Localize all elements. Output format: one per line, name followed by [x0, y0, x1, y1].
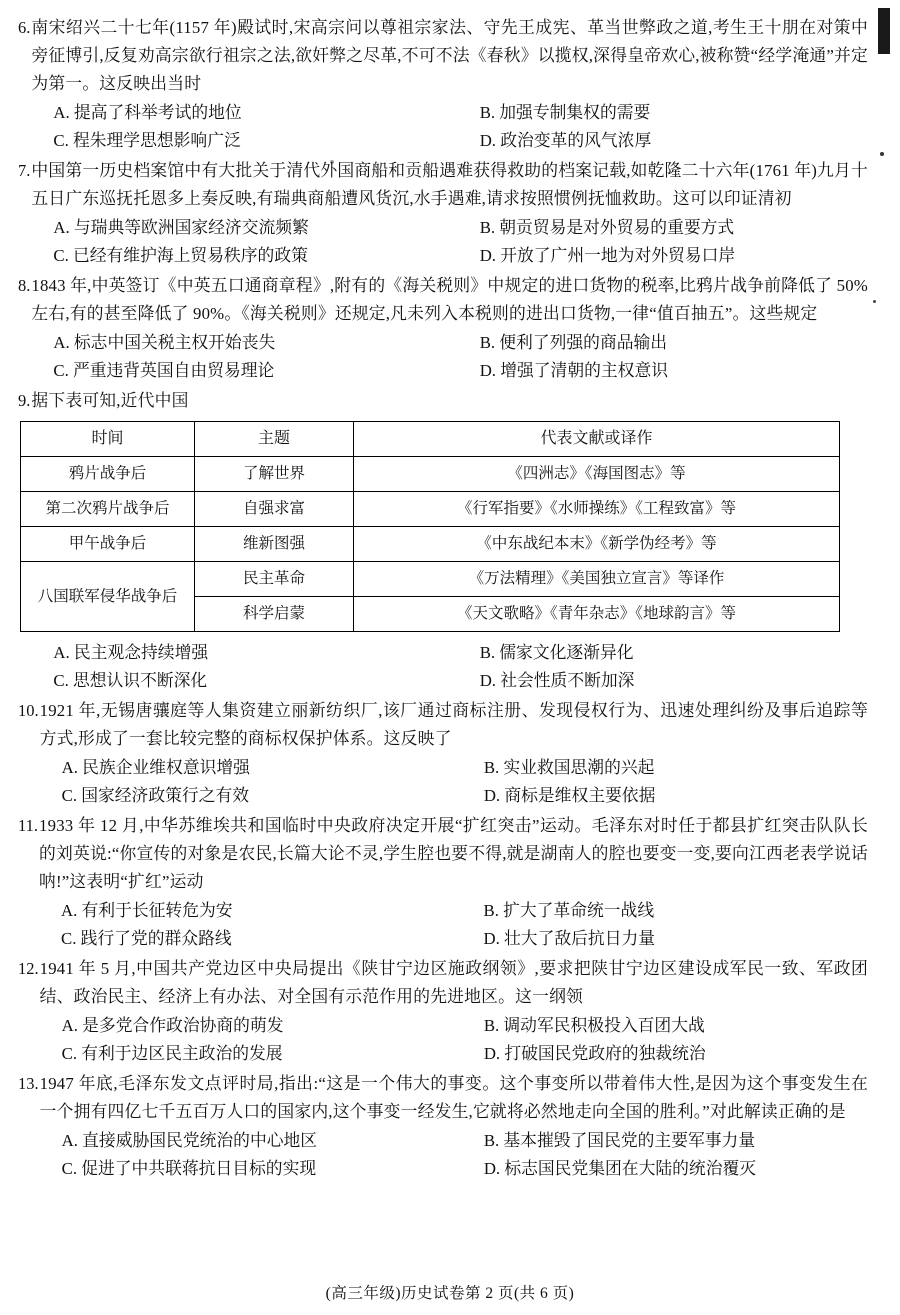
cell-topic: 了解世界 [195, 457, 354, 492]
cell-doc: 《四洲志》《海国图志》等 [354, 457, 840, 492]
question-number: 10. [18, 701, 39, 720]
table-row [21, 527, 840, 562]
option-a[interactable]: A. 提高了科举考试的地位 [53, 103, 242, 122]
option-c[interactable]: C. 践行了党的群众路线 [61, 929, 232, 948]
cell-time: 甲午战争后 [21, 527, 195, 562]
option-d[interactable]: D. 增强了清朝的主权意识 [479, 361, 669, 380]
option-b[interactable]: B. 儒家文化逐渐异化 [479, 643, 634, 662]
question-9 [18, 387, 868, 415]
question-stem: 中国第一历史档案馆中有大批关于清代外国商船和贡船遇难获得救助的档案记载,如乾隆二十六年(1761 年)九月十五日广东巡抚托恩多上奏反映,有瑞典商船遭风货沉,水手遇难,请求按照惯例抚恤救助。这可以印证清初 [31, 161, 868, 208]
cell-doc: 《天文歌略》《青年杂志》《地球韵言》等 [354, 597, 840, 632]
table-row [21, 492, 840, 527]
page-edge-marker [878, 8, 890, 54]
question-number: 6. [18, 18, 31, 37]
option-c[interactable]: C. 严重违背英国自由贸易理论 [53, 361, 275, 380]
question-stem: 1843 年,中英签订《中英五口通商章程》,附有的《海关税则》中规定的进口货物的税率,比鸦片战争前降低了 50%左右,有的甚至降低了 90%。《海关税则》还规定,凡未列入本税则的进出口货物,一律“值百抽五”。这些规定 [31, 276, 868, 323]
option-b[interactable]: B. 朝贡贸易是对外贸易的重要方式 [479, 218, 735, 237]
option-a[interactable]: A. 直接威胁国民党统治的中心地区 [61, 1131, 318, 1150]
option-a[interactable]: A. 是多党合作政治协商的萌发 [61, 1016, 284, 1035]
option-d[interactable]: D. 打破国民党政府的独裁统治 [483, 1044, 706, 1063]
scan-speck-2 [873, 300, 876, 303]
question-stem: 1947 年底,毛泽东发文点评时局,指出:“这是一个伟大的事变。这个事变所以带着伟大性,是因为这个事变发生在一个拥有四亿七千五百万人口的国家内,这个事变一经发生,它就将必然地走向全国的胜利。”对此解读正确的是 [39, 1074, 868, 1121]
option-c[interactable]: C. 国家经济政策行之有效 [61, 786, 250, 805]
options [39, 897, 868, 953]
option-a[interactable]: A. 与瑞典等欧洲国家经济交流频繁 [53, 218, 309, 237]
page-footer: (高三年级)历史试卷第 2 页(共 6 页) [325, 1285, 575, 1302]
option-d[interactable]: D. 标志国民党集团在大陆的统治覆灭 [483, 1159, 757, 1178]
option-a[interactable]: A. 有利于长征转危为安 [61, 901, 233, 920]
table-row [21, 457, 840, 492]
cell-time: 鸦片战争后 [21, 457, 195, 492]
question-10 [18, 697, 868, 810]
question-stem: 1941 年 5 月,中国共产党边区中央局提出《陕甘宁边区施政纲领》,要求把陕甘宁边区建设成军民一致、军政团结、政治民主、经济上有办法、对全国有示范作用的先进地区。这一纲领 [39, 959, 868, 1006]
options [31, 639, 868, 695]
question-number: 12. [18, 959, 39, 978]
cell-topic: 维新图强 [195, 527, 354, 562]
question-8 [18, 272, 868, 385]
option-d[interactable]: D. 壮大了敌后抗日力量 [483, 929, 656, 948]
options [40, 1127, 868, 1183]
option-d[interactable]: D. 社会性质不断加深 [479, 671, 635, 690]
option-c[interactable]: C. 已经有维护海上贸易秩序的政策 [53, 246, 308, 265]
option-a[interactable]: A. 标志中国关税主权开始丧失 [53, 333, 276, 352]
header-time: 时间 [21, 422, 195, 457]
table-row [21, 562, 840, 597]
cell-topic: 民主革命 [195, 562, 354, 597]
option-c[interactable]: C. 思想认识不断深化 [53, 671, 208, 690]
option-c[interactable]: C. 促进了中共联蒋抗日目标的实现 [61, 1159, 317, 1178]
cell-time: 第二次鸦片战争后 [21, 492, 195, 527]
option-a[interactable]: A. 民族企业维权意识增强 [61, 758, 250, 777]
option-b[interactable]: B. 扩大了革命统一战线 [483, 901, 655, 920]
question-number: 13. [18, 1074, 39, 1093]
options [40, 754, 868, 810]
question-7 [18, 157, 868, 270]
options [31, 329, 868, 385]
question-stem: 据下表可知,近代中国 [31, 391, 189, 410]
question-stem: 1921 年,无锡唐骧庭等人集资建立丽新纺织厂,该厂通过商标注册、发现侵权行为、迅速处理纠纷及事后追踪等方式,形成了一套比较完整的商标权保护体系。这反映了 [39, 701, 868, 748]
option-b[interactable]: B. 加强专制集权的需要 [479, 103, 651, 122]
scan-speck [880, 152, 884, 156]
option-d[interactable]: D. 开放了广州一地为对外贸易口岸 [479, 246, 736, 265]
options [40, 1012, 868, 1068]
question-number: 9. [18, 391, 31, 410]
question-list [18, 14, 868, 1185]
cell-topic: 自强求富 [195, 492, 354, 527]
option-b[interactable]: B. 实业救国思潮的兴起 [483, 758, 655, 777]
question-13 [18, 1070, 868, 1183]
question-12 [18, 955, 868, 1068]
option-d[interactable]: D. 商标是维权主要依据 [483, 786, 656, 805]
question-stem: 南宋绍兴二十七年(1157 年)殿试时,宋高宗问以尊祖宗家法、守先王成宪、革当世弊政之道,考生王十朋在对策中旁征博引,反复劝高宗欲行祖宗之法,欲奸弊之尽革,不可不法《春秋》以揽权,深得皇帝欢心,被称赞“经学淹通”并定为第一。这反映出当时 [31, 18, 868, 93]
option-d[interactable]: D. 政治变革的风气浓厚 [479, 131, 652, 150]
question-number: 8. [18, 276, 31, 295]
cell-doc: 《中东战纪本末》《新学伪经考》等 [354, 527, 840, 562]
header-documents: 代表文献或译作 [354, 422, 840, 457]
question-11 [18, 812, 868, 953]
cell-doc: 《行军指要》《水师操练》《工程致富》等 [354, 492, 840, 527]
options [31, 99, 868, 155]
question-number: 7. [18, 161, 31, 180]
question-9-options [18, 638, 868, 695]
cell-doc: 《万法精理》《美国独立宣言》等译作 [354, 562, 840, 597]
option-c[interactable]: C. 程朱理学思想影响广泛 [53, 131, 241, 150]
cell-topic: 科学启蒙 [195, 597, 354, 632]
option-b[interactable]: B. 调动军民积极投入百团大战 [483, 1016, 705, 1035]
question-6 [18, 14, 868, 155]
header-topic: 主题 [195, 422, 354, 457]
question-number: 11. [18, 816, 39, 835]
table-header-row [21, 422, 840, 457]
question-stem: 1933 年 12 月,中华苏维埃共和国临时中央政府决定开展“扩红突击”运动。毛泽东对时任于都县扩红突击队队长的刘英说:“你宣传的对象是农民,长篇大论不灵,学生腔也要不得,就是湖南人的腔也要变一变,要向江西老表学说话呐!”这表明“扩红”运动 [39, 816, 868, 891]
option-b[interactable]: B. 基本摧毁了国民党的主要军事力量 [483, 1131, 756, 1150]
option-b[interactable]: B. 便利了列强的商品输出 [479, 333, 668, 352]
cell-time: 八国联军侵华战争后 [21, 562, 195, 632]
option-a[interactable]: A. 民主观念持续增强 [53, 643, 209, 662]
options [31, 214, 868, 270]
evidence-table [20, 421, 840, 632]
option-c[interactable]: C. 有利于边区民主政治的发展 [61, 1044, 283, 1063]
